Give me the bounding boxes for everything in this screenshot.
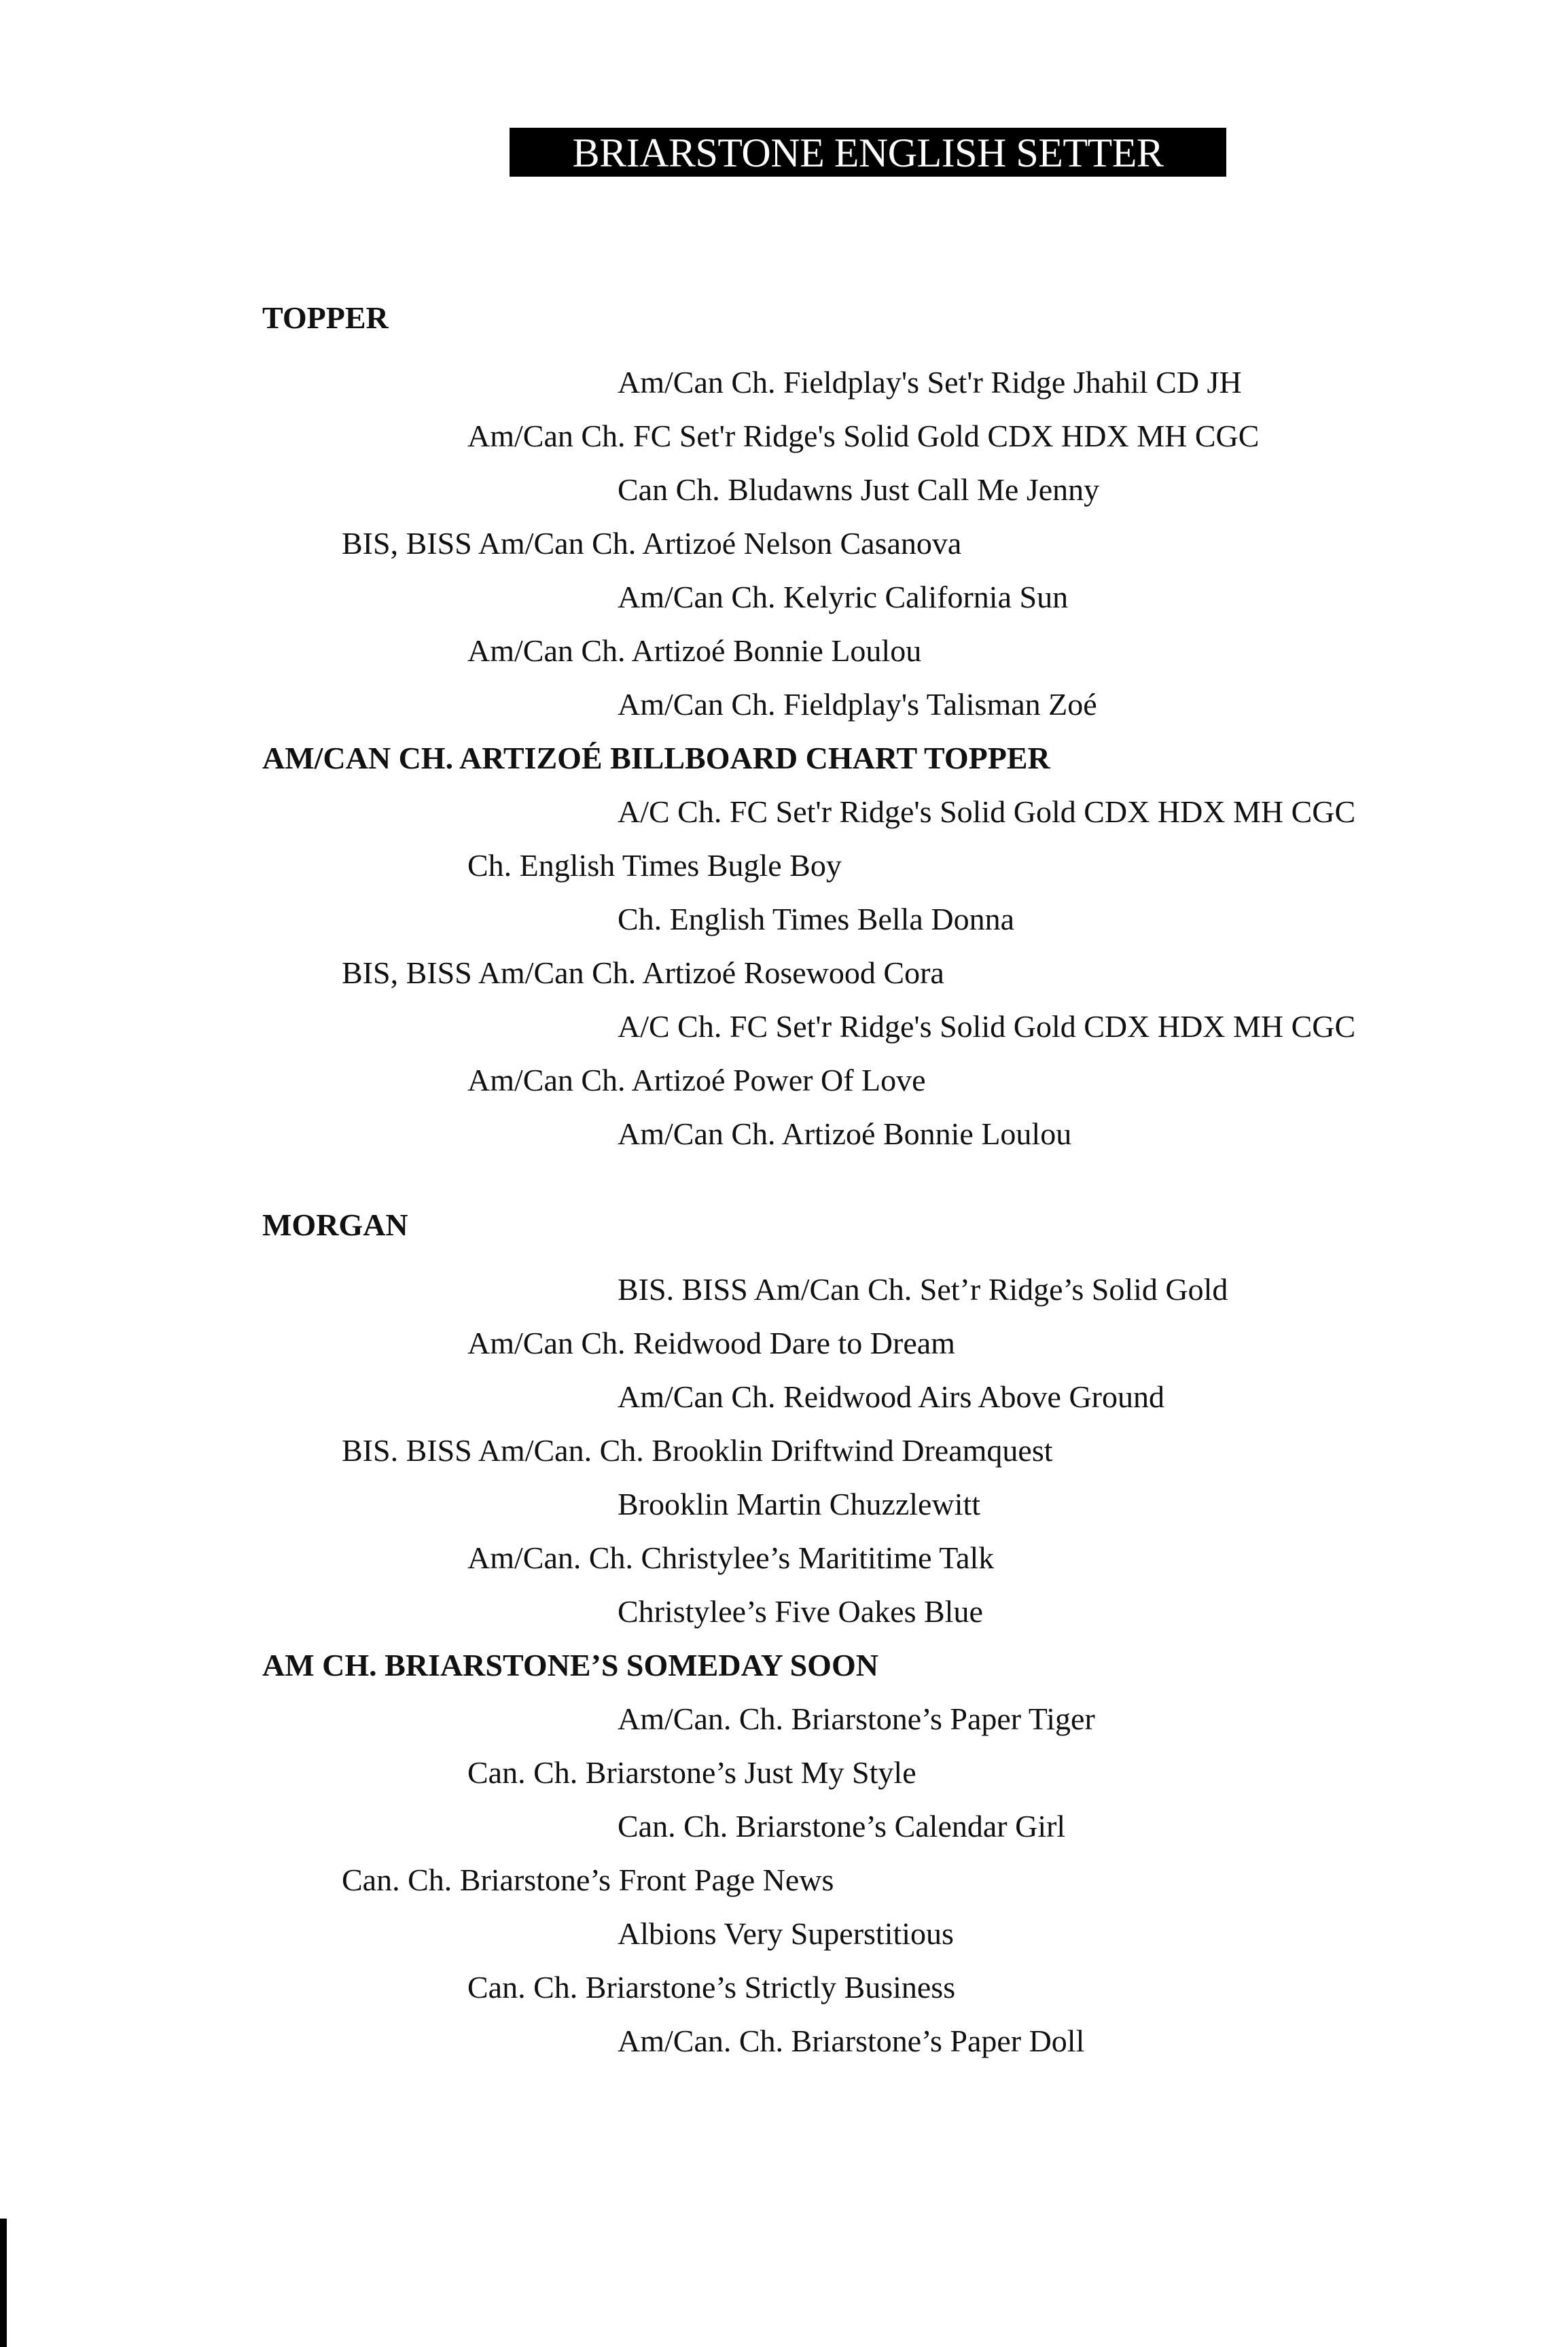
ancestor-entry: Am/Can. Ch. Briarstone’s Paper Doll xyxy=(618,2024,1085,2058)
ancestor-entry: Ch. English Times Bugle Boy xyxy=(467,848,842,883)
ancestor-entry: Am/Can Ch. Reidwood Dare to Dream xyxy=(467,1326,955,1360)
ancestor-entry: Am/Can Ch. Kelyric California Sun xyxy=(618,580,1069,614)
subject-dog: AM/CAN CH. ARTIZOÉ BILLBOARD CHART TOPPER xyxy=(262,741,1050,775)
ancestor-entry: BIS, BISS Am/Can Ch. Artizoé Nelson Casanova xyxy=(342,526,962,561)
ancestor-entry: Am/Can. Ch. Christylee’s Marititime Talk xyxy=(467,1540,995,1575)
ancestor-entry: Can Ch. Bludawns Just Call Me Jenny xyxy=(618,472,1100,507)
ancestor-entry: Can. Ch. Briarstone’s Strictly Business xyxy=(467,1970,956,2005)
pedigree-name: MORGAN xyxy=(262,1207,408,1242)
ancestor-entry: BIS, BISS Am/Can Ch. Artizoé Rosewood Cora xyxy=(342,955,944,990)
ancestor-entry: Am/Can Ch. Artizoé Power Of Love xyxy=(467,1063,926,1097)
ancestor-entry: Can. Ch. Briarstone’s Front Page News xyxy=(342,1863,834,1897)
ancestor-entry: Brooklin Martin Chuzzlewitt xyxy=(618,1487,981,1521)
ancestor-entry: Am/Can. Ch. Briarstone’s Paper Tiger xyxy=(618,1701,1095,1736)
ancestor-entry: BIS. BISS Am/Can Ch. Set’r Ridge’s Solid Gold xyxy=(618,1272,1228,1307)
ancestor-entry: A/C Ch. FC Set'r Ridge's Solid Gold CDX HDX MH CGC xyxy=(618,794,1356,829)
ancestor-entry: Am/Can Ch. FC Set'r Ridge's Solid Gold CDX HDX MH CGC xyxy=(467,419,1260,453)
ancestor-entry: Am/Can Ch. Fieldplay's Talisman Zoé xyxy=(618,687,1097,722)
page-title: BRIARSTONE ENGLISH SETTER xyxy=(510,128,1226,177)
ancestor-entry: Can. Ch. Briarstone’s Calendar Girl xyxy=(618,1809,1066,1843)
ancestor-entry: Albions Very Superstitious xyxy=(618,1916,954,1951)
ancestor-entry: Ch. English Times Bella Donna xyxy=(618,902,1014,936)
ancestor-entry: A/C Ch. FC Set'r Ridge's Solid Gold CDX HDX MH CGC xyxy=(618,1009,1356,1044)
scan-edge-mark xyxy=(0,2219,7,2347)
ancestor-entry: Christylee’s Five Oakes Blue xyxy=(618,1594,983,1629)
ancestor-entry: Am/Can Ch. Reidwood Airs Above Ground xyxy=(618,1379,1164,1414)
ancestor-entry: BIS. BISS Am/Can. Ch. Brooklin Driftwind Dreamquest xyxy=(342,1433,1053,1468)
pedigree-name: TOPPER xyxy=(262,300,389,335)
subject-dog: AM CH. BRIARSTONE’S SOMEDAY SOON xyxy=(262,1648,878,1682)
ancestor-entry: Am/Can Ch. Artizoé Bonnie Loulou xyxy=(467,633,922,668)
ancestor-entry: Am/Can Ch. Artizoé Bonnie Loulou xyxy=(618,1116,1072,1151)
ancestor-entry: Can. Ch. Briarstone’s Just My Style xyxy=(467,1755,916,1790)
ancestor-entry: Am/Can Ch. Fieldplay's Set'r Ridge Jhahil CD JH xyxy=(618,365,1242,400)
